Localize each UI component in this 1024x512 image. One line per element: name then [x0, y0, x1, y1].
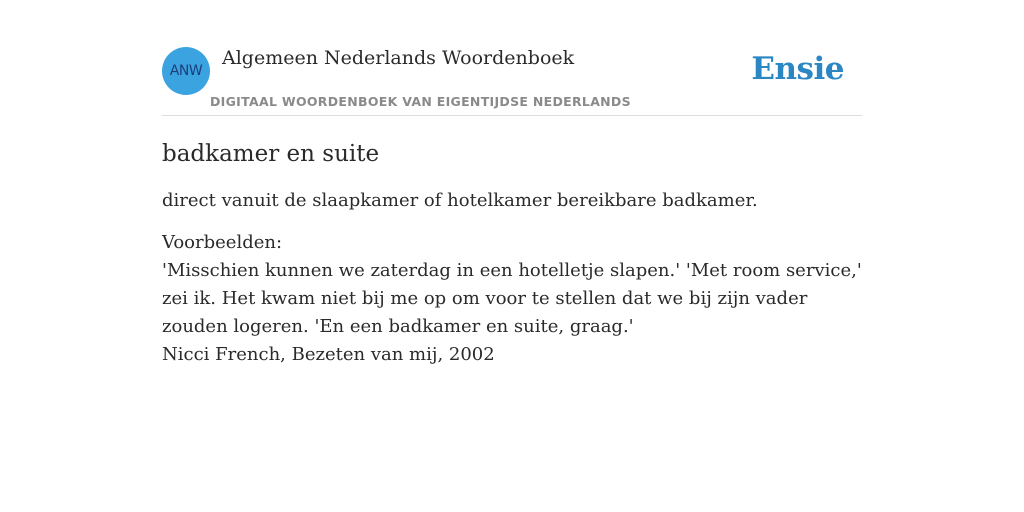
example-source: Nicci French, Bezeten van mij, 2002 [162, 344, 495, 365]
page [162, 47, 862, 369]
anw-logo[interactable] [162, 47, 210, 95]
site-title[interactable]: Algemeen Nederlands Woordenboek [222, 47, 575, 69]
ensie-brand-link[interactable]: Ensie [751, 51, 844, 87]
example-quote: 'Misschien kunnen we zaterdag in een hotelletje slapen.' 'Met room service,' zei ik. Het kwam niet bij me op om voor te stellen dat we bij zijn vader zouden logeren. 'En een badkamer en suite, graag.' [162, 260, 862, 337]
examples-label: Voorbeelden: [162, 232, 283, 253]
examples-section [162, 229, 862, 369]
site-subtitle: DIGITAAL WOORDENBOEK VAN EIGENTIJDSE NEDERLANDS [210, 94, 631, 109]
header [162, 47, 862, 116]
logo-text: ANW [169, 63, 203, 79]
entry-term: badkamer en suite [162, 141, 380, 167]
entry-definition: direct vanuit de slaapkamer of hotelkamer bereikbare badkamer. [162, 190, 758, 211]
